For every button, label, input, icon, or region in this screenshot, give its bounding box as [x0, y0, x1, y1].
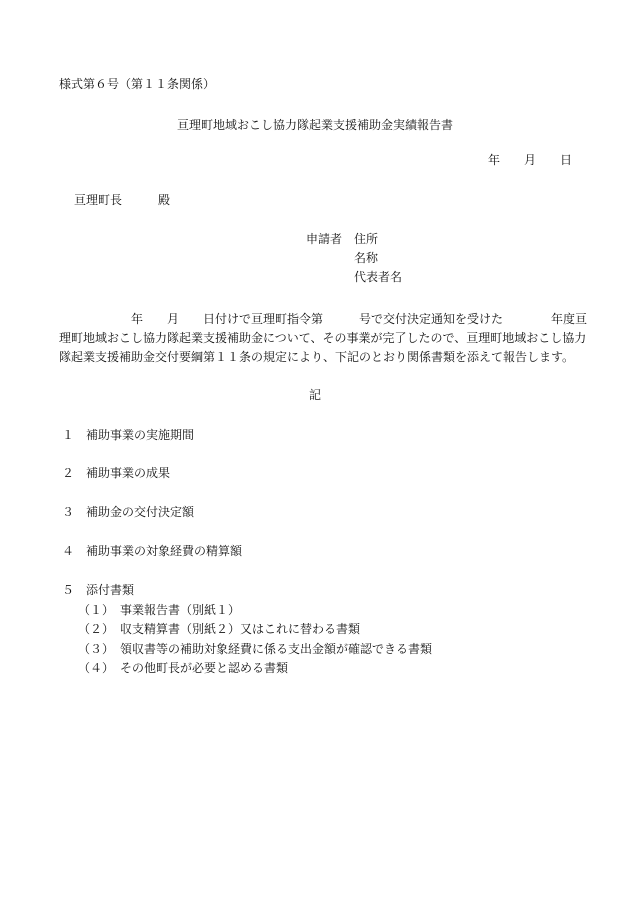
addressee: 亘理町長 殿: [74, 193, 171, 207]
document-title: 亘理町地域おこし協力隊起業支援補助金実績報告書: [176, 118, 453, 132]
attachment-item: （１） 事業報告書（別紙１）: [78, 603, 241, 617]
applicant-name-label: 名称: [354, 251, 379, 265]
applicant-address-label: 住所: [354, 232, 379, 246]
date-line: 年 月 日: [488, 153, 573, 167]
list-item: ５ 添付書類: [62, 583, 135, 597]
list-item: １ 補助事業の実施期間: [62, 428, 195, 442]
attachment-item: （３） 領収書等の補助対象経費に係る支出金額が確認できる書類: [78, 642, 433, 656]
list-item: ２ 補助事業の成果: [62, 466, 171, 480]
applicant-representative-label: 代表者名: [354, 270, 403, 284]
ki-heading: 記: [308, 388, 321, 402]
body-line: 隊起業支援補助金交付要綱第１１条の規定により、下記のとおり関係書類を添えて報告します。: [59, 350, 575, 364]
body-line: 年 月 日付けで亘理町指令第 号で交付決定通知を受けた 年度亘: [59, 312, 588, 326]
applicant-label: 申請者: [306, 232, 343, 246]
form-number: 様式第６号（第１１条関係）: [59, 77, 216, 91]
attachment-item: （２） 収支精算書（別紙２）又はこれに替わる書類: [78, 622, 361, 636]
list-item: ４ 補助事業の対象経費の精算額: [62, 544, 243, 558]
attachment-item: （４） その他町長が必要と認める書類: [78, 661, 289, 675]
list-item: ３ 補助金の交付決定額: [62, 505, 195, 519]
report-body-text: [59, 310, 588, 367]
body-line: 理町地域おこし協力隊起業支援補助金について、その事業が完了したので、亘理町地域おこし協力: [59, 331, 587, 345]
